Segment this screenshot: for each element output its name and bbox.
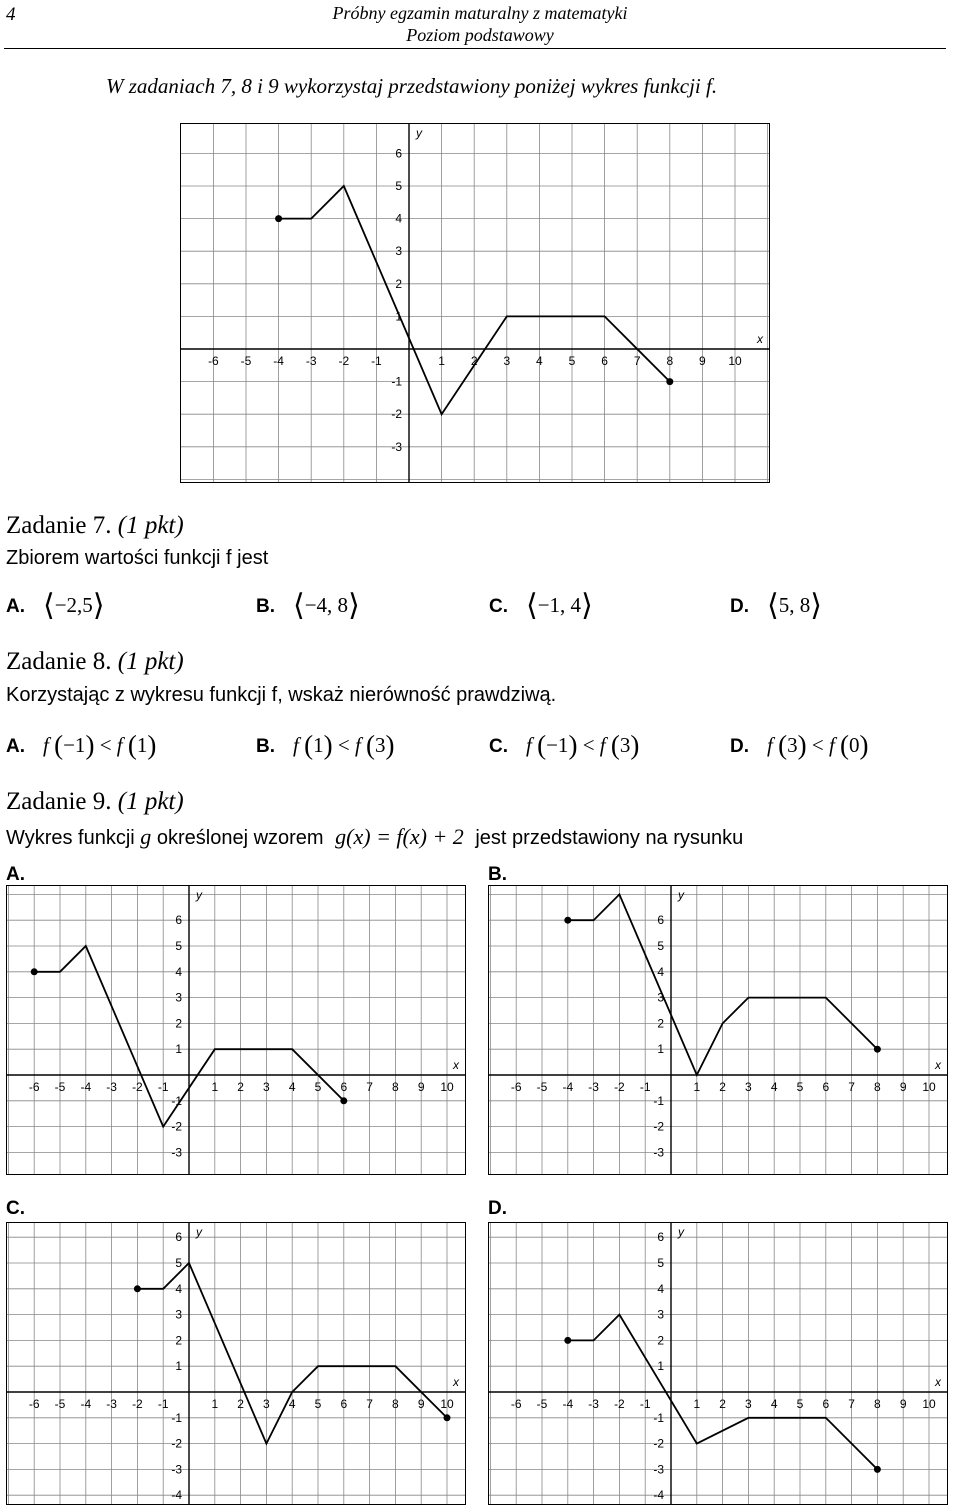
x-tick-label: 9 <box>417 1397 425 1411</box>
x-tick-label: 3 <box>263 1397 270 1411</box>
y-tick-label: 1 <box>657 1359 664 1374</box>
y-tick-label: 1 <box>175 1359 182 1374</box>
y-tick-label: 1 <box>175 1042 182 1057</box>
x-tick-label: 7 <box>366 1397 373 1411</box>
x-tick-label: -2 <box>132 1397 143 1411</box>
y-tick-label: 2 <box>395 276 402 291</box>
x-tick-label: 10 <box>922 1397 936 1411</box>
x-tick-label: 9 <box>417 1080 425 1094</box>
x-tick-label: -5 <box>536 1080 548 1094</box>
y-tick-label: -3 <box>171 1145 182 1160</box>
x-tick-label: -2 <box>132 1080 143 1094</box>
y-tick-label: -3 <box>653 1462 664 1477</box>
y-tick-label: -1 <box>171 1093 182 1108</box>
y-axis-label: y <box>416 126 422 140</box>
y-axis-label: y <box>196 1225 202 1239</box>
option-b-graph[interactable] <box>488 885 948 1175</box>
x-tick-label: -4 <box>80 1397 92 1411</box>
y-tick-label: -1 <box>653 1093 664 1108</box>
header-divider <box>4 48 946 49</box>
x-tick-label: 3 <box>745 1397 752 1411</box>
closed-endpoint <box>340 1097 347 1104</box>
task7-answer-d[interactable]: D. ⟨5, 8⟩ <box>730 588 822 623</box>
task8-title: Zadanie 8. <box>6 648 112 675</box>
task8-points: (1 pkt) <box>117 648 184 675</box>
task7-points: (1 pkt) <box>117 512 184 539</box>
task7-answer-c[interactable]: C. ⟨−1, 4⟩ <box>489 588 593 623</box>
x-tick-label: 1 <box>211 1397 219 1411</box>
y-tick-label: 4 <box>657 1281 664 1296</box>
x-tick-label: 6 <box>601 354 608 368</box>
task9-heading <box>6 788 184 816</box>
x-tick-label: -5 <box>54 1397 66 1411</box>
page-header-title <box>0 2 960 46</box>
x-tick-label: -6 <box>510 1080 522 1094</box>
x-tick-label: 7 <box>366 1080 373 1094</box>
y-tick-label: 1 <box>395 309 402 324</box>
y-tick-label: -2 <box>171 1436 182 1451</box>
x-tick-label: 8 <box>392 1080 399 1094</box>
option-d-graph[interactable] <box>488 1222 948 1505</box>
x-tick-label: 5 <box>796 1080 804 1094</box>
x-tick-label: 2 <box>470 354 478 368</box>
task7-answer-b[interactable]: B. ⟨−4, 8⟩ <box>256 588 360 623</box>
y-tick-label: -1 <box>653 1410 664 1425</box>
graph-frame <box>489 886 948 1175</box>
option-c-label[interactable]: C. <box>6 1198 25 1219</box>
y-tick-label: -2 <box>391 407 402 422</box>
task9-formula: g(x) = f(x) + 2 <box>335 824 464 849</box>
x-tick-label: 9 <box>899 1397 907 1411</box>
x-tick-label: 5 <box>796 1397 804 1411</box>
closed-endpoint <box>275 215 282 222</box>
x-tick-label: 4 <box>770 1080 778 1094</box>
x-tick-label: 6 <box>822 1080 830 1094</box>
task8-heading <box>6 648 184 676</box>
y-tick-label: -1 <box>171 1410 182 1425</box>
y-tick-label: 5 <box>175 1256 182 1270</box>
x-tick-label: 4 <box>770 1397 778 1411</box>
x-tick-label: 10 <box>728 354 742 368</box>
y-tick-label: 6 <box>657 913 664 928</box>
x-tick-label: -1 <box>639 1397 651 1411</box>
x-tick-label: 4 <box>536 354 543 368</box>
x-tick-label: -2 <box>614 1080 625 1094</box>
x-tick-label: 5 <box>568 354 576 368</box>
graph-frame <box>181 124 770 483</box>
task7-question: Zbiorem wartości funkcji f jest <box>6 547 269 569</box>
y-tick-label: 6 <box>395 146 402 161</box>
y-tick-label: -3 <box>391 439 402 454</box>
y-axis-label: y <box>678 888 684 902</box>
option-d-label[interactable]: D. <box>488 1198 507 1219</box>
closed-endpoint <box>874 1466 881 1473</box>
task8-question: Korzystając z wykresu funkcji f, wskaż nierówność prawdziwą. <box>6 684 557 706</box>
task9-points: (1 pkt) <box>117 788 184 815</box>
x-axis-label: x <box>757 332 763 346</box>
task7-answer-a[interactable]: A. ⟨−2,5⟩ <box>6 588 105 623</box>
x-axis-label: x <box>935 1058 941 1072</box>
y-tick-label: 3 <box>657 1307 664 1322</box>
x-tick-label: -6 <box>28 1397 40 1411</box>
x-tick-label: -6 <box>28 1080 40 1094</box>
x-tick-label: -5 <box>240 354 252 368</box>
closed-endpoint <box>444 1414 451 1421</box>
x-tick-label: -4 <box>273 354 284 368</box>
x-tick-label: 6 <box>340 1080 348 1094</box>
task8-answer-d[interactable]: D. f (3) < f (0) <box>730 730 869 760</box>
x-tick-label: 1 <box>211 1080 219 1094</box>
x-tick-label: 3 <box>263 1080 270 1094</box>
x-axis-label: x <box>935 1375 941 1389</box>
x-tick-label: 2 <box>237 1080 244 1094</box>
x-tick-label: 2 <box>237 1397 244 1411</box>
x-tick-label: 6 <box>822 1397 830 1411</box>
y-tick-label: 2 <box>657 1333 664 1348</box>
task8-answer-b[interactable]: B. f (1) < f (3) <box>256 730 395 760</box>
x-tick-label: 7 <box>848 1397 855 1411</box>
x-tick-label: -6 <box>208 354 219 368</box>
closed-endpoint <box>31 968 38 975</box>
x-axis-label: x <box>453 1058 459 1072</box>
x-tick-label: 5 <box>314 1397 322 1411</box>
y-tick-label: 2 <box>175 1016 182 1031</box>
y-tick-label: -4 <box>653 1488 664 1503</box>
x-tick-label: 7 <box>633 354 641 368</box>
y-tick-label: 5 <box>657 939 664 953</box>
y-tick-label: 4 <box>395 211 402 226</box>
x-tick-label: -3 <box>106 1080 117 1094</box>
x-tick-label: 2 <box>719 1080 726 1094</box>
task9-question: Wykres funkcji g określonej wzorem g(x) = f(x) + 2 jest przedstawiony na rysunku <box>6 824 744 849</box>
y-tick-label: 3 <box>175 1307 182 1322</box>
x-tick-label: 8 <box>666 354 674 368</box>
option-b-label[interactable]: B. <box>488 864 507 885</box>
x-tick-label: -3 <box>588 1080 599 1094</box>
x-tick-label: -3 <box>588 1397 599 1411</box>
y-axis-label: y <box>678 1225 684 1239</box>
graph-frame <box>7 886 466 1175</box>
x-tick-label: 9 <box>699 354 706 368</box>
closed-endpoint <box>666 378 673 385</box>
x-tick-label: -4 <box>562 1080 574 1094</box>
x-tick-label: 3 <box>745 1080 752 1094</box>
x-tick-label: 8 <box>392 1397 399 1411</box>
x-tick-label: 2 <box>719 1397 726 1411</box>
x-tick-label: -1 <box>639 1080 651 1094</box>
y-tick-label: 4 <box>657 964 664 979</box>
x-tick-label: -3 <box>106 1397 117 1411</box>
y-tick-label: 1 <box>657 1042 664 1057</box>
y-tick-label: -3 <box>171 1462 182 1477</box>
header-line-2: Poziom podstawowy <box>406 25 554 45</box>
x-tick-label: -5 <box>536 1397 548 1411</box>
x-tick-label: 10 <box>440 1080 454 1094</box>
intro-text: W zadaniach 7, 8 i 9 wykorzystaj przedstawiony poniżej wykres funkcji f. <box>106 74 718 98</box>
x-tick-label: 10 <box>440 1397 454 1411</box>
closed-endpoint <box>134 1285 141 1292</box>
y-tick-label: 4 <box>175 964 182 979</box>
option-a-graph[interactable] <box>6 885 466 1175</box>
task8-answer-a[interactable]: A. f (−1) < f (1) <box>6 730 157 760</box>
task7-title: Zadanie 7. <box>6 512 112 539</box>
y-tick-label: 3 <box>657 990 664 1005</box>
closed-endpoint <box>874 1046 881 1053</box>
y-tick-label: 6 <box>657 1230 664 1245</box>
y-tick-label: 3 <box>175 990 182 1005</box>
header-line-1: Próbny egzamin maturalny z matematyki <box>332 3 628 23</box>
y-tick-label: -2 <box>653 1119 664 1134</box>
x-tick-label: 8 <box>874 1080 881 1094</box>
option-a-label[interactable]: A. <box>6 864 25 885</box>
page-number: 4 <box>6 4 16 25</box>
option-c-graph[interactable] <box>6 1222 466 1505</box>
graph-frame <box>7 1223 466 1505</box>
task7-heading <box>6 512 184 540</box>
closed-endpoint <box>564 917 571 924</box>
x-tick-label: 3 <box>503 354 511 368</box>
x-tick-label: 7 <box>848 1080 855 1094</box>
y-tick-label: 5 <box>657 1256 664 1270</box>
y-tick-label: 4 <box>175 1281 182 1296</box>
x-tick-label: 1 <box>438 354 445 368</box>
task8-answers <box>6 730 956 770</box>
x-tick-label: -4 <box>562 1397 574 1411</box>
y-tick-label: 5 <box>175 939 182 953</box>
y-tick-label: -1 <box>391 374 402 389</box>
graph-frame <box>489 1223 948 1505</box>
x-tick-label: -2 <box>614 1397 625 1411</box>
y-tick-label: 6 <box>175 1230 182 1245</box>
x-axis-label: x <box>453 1375 459 1389</box>
task9-title: Zadanie 9. <box>6 788 112 815</box>
x-tick-label: 4 <box>288 1397 296 1411</box>
y-tick-label: 3 <box>395 244 402 259</box>
y-tick-label: 5 <box>395 179 402 193</box>
y-tick-label: 6 <box>175 913 182 928</box>
x-tick-label: -3 <box>305 354 317 368</box>
task8-answer-c[interactable]: C. f (−1) < f (3) <box>489 730 640 760</box>
y-tick-label: 2 <box>657 1016 664 1031</box>
y-axis-label: y <box>196 888 202 902</box>
y-tick-label: -3 <box>653 1145 664 1160</box>
x-tick-label: 1 <box>693 1080 701 1094</box>
x-tick-label: -6 <box>510 1397 522 1411</box>
x-tick-label: 1 <box>693 1397 701 1411</box>
y-tick-label: -4 <box>171 1488 182 1503</box>
task7-answers <box>6 588 956 628</box>
x-tick-label: -2 <box>338 354 350 368</box>
x-tick-label: 6 <box>340 1397 348 1411</box>
x-tick-label: -5 <box>54 1080 66 1094</box>
x-tick-label: -1 <box>371 354 382 368</box>
x-tick-label: 9 <box>899 1080 907 1094</box>
x-tick-label: -4 <box>80 1080 92 1094</box>
x-tick-label: 8 <box>874 1397 881 1411</box>
x-tick-label: 4 <box>288 1080 296 1094</box>
x-tick-label: 10 <box>922 1080 936 1094</box>
y-tick-label: 2 <box>175 1333 182 1348</box>
x-tick-label: -1 <box>157 1397 169 1411</box>
x-tick-label: 5 <box>314 1080 322 1094</box>
y-tick-label: -2 <box>653 1436 664 1451</box>
closed-endpoint <box>564 1337 571 1344</box>
x-tick-label: -1 <box>157 1080 169 1094</box>
main-function-graph <box>180 123 770 483</box>
y-tick-label: -2 <box>171 1119 182 1134</box>
